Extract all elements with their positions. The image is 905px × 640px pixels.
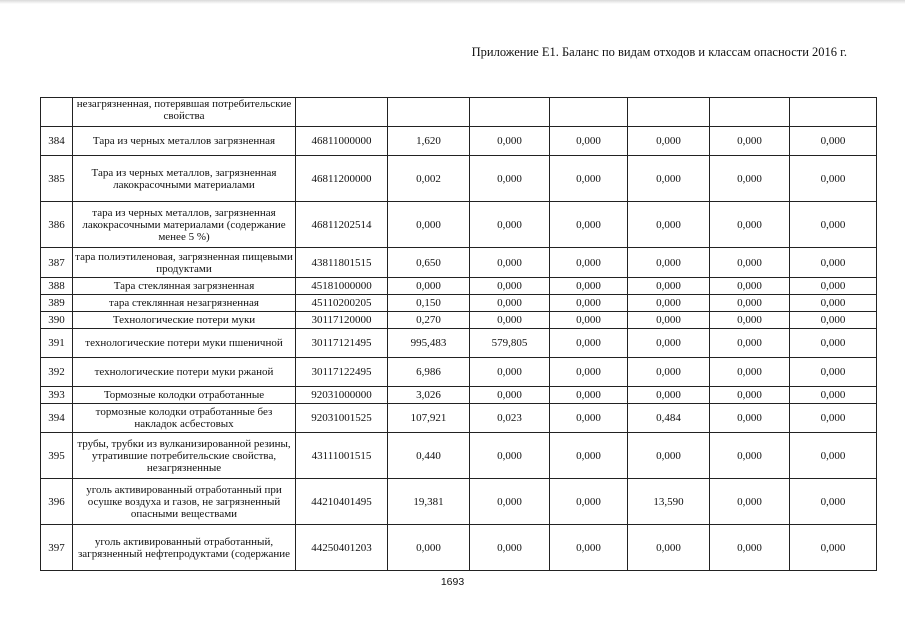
value-cell-3: 0,000 — [550, 525, 628, 571]
waste-name: уголь активированный отработанный, загрязненный нефтепродуктами (содержание — [73, 525, 296, 571]
fkko-code: 46811202514 — [296, 202, 388, 248]
table-row — [41, 98, 877, 127]
fkko-code: 92031001525 — [296, 404, 388, 433]
fkko-code: 30117122495 — [296, 358, 388, 387]
waste-balance-table — [40, 97, 877, 571]
waste-name: Тара стеклянная загрязненная — [73, 278, 296, 295]
value-cell-2: 0,000 — [470, 278, 550, 295]
value-cell-2: 0,000 — [470, 312, 550, 329]
value-cell-6: 0,000 — [790, 404, 877, 433]
row-number: 391 — [41, 329, 73, 358]
value-cell-5: 0,000 — [710, 358, 790, 387]
fkko-code: 46811200000 — [296, 156, 388, 202]
value-cell-3: 0,000 — [550, 404, 628, 433]
row-number: 387 — [41, 248, 73, 278]
row-number: 397 — [41, 525, 73, 571]
table-row — [41, 358, 877, 387]
waste-name: тормозные колодки отработанные без накладок асбестовых — [73, 404, 296, 433]
row-number: 390 — [41, 312, 73, 329]
table-row — [41, 278, 877, 295]
value-cell-1 — [388, 98, 470, 127]
value-cell-3: 0,000 — [550, 433, 628, 479]
value-cell-1: 0,440 — [388, 433, 470, 479]
value-cell-5: 0,000 — [710, 479, 790, 525]
fkko-code — [296, 98, 388, 127]
fkko-code: 44250401203 — [296, 525, 388, 571]
value-cell-6: 0,000 — [790, 312, 877, 329]
row-number: 386 — [41, 202, 73, 248]
value-cell-4: 0,000 — [628, 433, 710, 479]
value-cell-4: 0,000 — [628, 387, 710, 404]
value-cell-4: 13,590 — [628, 479, 710, 525]
value-cell-6: 0,000 — [790, 278, 877, 295]
value-cell-2: 0,000 — [470, 358, 550, 387]
waste-name: технологические потери муки пшеничной — [73, 329, 296, 358]
waste-name: Тара из черных металлов, загрязненная лакокрасочными материалами — [73, 156, 296, 202]
fkko-code: 44210401495 — [296, 479, 388, 525]
waste-name: Тормозные колодки отработанные — [73, 387, 296, 404]
table-row — [41, 295, 877, 312]
fkko-code: 30117120000 — [296, 312, 388, 329]
value-cell-5: 0,000 — [710, 433, 790, 479]
row-number: 384 — [41, 127, 73, 156]
value-cell-3: 0,000 — [550, 329, 628, 358]
row-number: 395 — [41, 433, 73, 479]
value-cell-1: 19,381 — [388, 479, 470, 525]
value-cell-1: 995,483 — [388, 329, 470, 358]
value-cell-6: 0,000 — [790, 156, 877, 202]
value-cell-4: 0,000 — [628, 295, 710, 312]
value-cell-4: 0,000 — [628, 156, 710, 202]
value-cell-4: 0,484 — [628, 404, 710, 433]
value-cell-5: 0,000 — [710, 127, 790, 156]
scan-edge — [0, 0, 905, 4]
value-cell-6: 0,000 — [790, 358, 877, 387]
value-cell-5: 0,000 — [710, 312, 790, 329]
value-cell-6: 0,000 — [790, 248, 877, 278]
value-cell-1: 0,000 — [388, 525, 470, 571]
table-body — [41, 98, 877, 571]
waste-name: уголь активированный отработанный при осушке воздуха и газов, не загрязненный опасными веществами — [73, 479, 296, 525]
row-number: 388 — [41, 278, 73, 295]
value-cell-5 — [710, 98, 790, 127]
value-cell-1: 0,150 — [388, 295, 470, 312]
fkko-code: 43811801515 — [296, 248, 388, 278]
value-cell-2: 0,000 — [470, 387, 550, 404]
value-cell-5: 0,000 — [710, 525, 790, 571]
table-row — [41, 404, 877, 433]
table-row — [41, 329, 877, 358]
value-cell-6: 0,000 — [790, 329, 877, 358]
fkko-code: 46811000000 — [296, 127, 388, 156]
waste-name: тара из черных металлов, загрязненная лакокрасочными материалами (содержание менее 5 %) — [73, 202, 296, 248]
table-row — [41, 387, 877, 404]
fkko-code: 45110200205 — [296, 295, 388, 312]
value-cell-3: 0,000 — [550, 248, 628, 278]
value-cell-3: 0,000 — [550, 387, 628, 404]
value-cell-1: 6,986 — [388, 358, 470, 387]
value-cell-6: 0,000 — [790, 433, 877, 479]
value-cell-2: 579,805 — [470, 329, 550, 358]
value-cell-2: 0,000 — [470, 295, 550, 312]
value-cell-2: 0,000 — [470, 433, 550, 479]
fkko-code: 43111001515 — [296, 433, 388, 479]
row-number: 385 — [41, 156, 73, 202]
waste-name: незагрязненная, потерявшая потребительские свойства — [73, 98, 296, 127]
table-row — [41, 433, 877, 479]
fkko-code: 92031000000 — [296, 387, 388, 404]
value-cell-5: 0,000 — [710, 387, 790, 404]
value-cell-2: 0,000 — [470, 479, 550, 525]
waste-name: технологические потери муки ржаной — [73, 358, 296, 387]
row-number — [41, 98, 73, 127]
value-cell-6: 0,000 — [790, 479, 877, 525]
value-cell-5: 0,000 — [710, 329, 790, 358]
waste-name: тара стеклянная незагрязненная — [73, 295, 296, 312]
value-cell-3: 0,000 — [550, 127, 628, 156]
value-cell-6: 0,000 — [790, 295, 877, 312]
row-number: 393 — [41, 387, 73, 404]
table-row — [41, 156, 877, 202]
value-cell-6: 0,000 — [790, 127, 877, 156]
value-cell-3: 0,000 — [550, 295, 628, 312]
value-cell-1: 1,620 — [388, 127, 470, 156]
value-cell-3: 0,000 — [550, 312, 628, 329]
value-cell-2 — [470, 98, 550, 127]
value-cell-1: 0,650 — [388, 248, 470, 278]
value-cell-1: 0,270 — [388, 312, 470, 329]
row-number: 396 — [41, 479, 73, 525]
row-number: 394 — [41, 404, 73, 433]
value-cell-1: 0,000 — [388, 202, 470, 248]
value-cell-3: 0,000 — [550, 202, 628, 248]
table-row — [41, 127, 877, 156]
table-row — [41, 525, 877, 571]
value-cell-1: 3,026 — [388, 387, 470, 404]
table-row — [41, 202, 877, 248]
value-cell-3: 0,000 — [550, 278, 628, 295]
value-cell-3: 0,000 — [550, 358, 628, 387]
fkko-code: 45181000000 — [296, 278, 388, 295]
row-number: 392 — [41, 358, 73, 387]
value-cell-5: 0,000 — [710, 202, 790, 248]
value-cell-4: 0,000 — [628, 358, 710, 387]
table-row — [41, 479, 877, 525]
value-cell-5: 0,000 — [710, 248, 790, 278]
value-cell-3: 0,000 — [550, 156, 628, 202]
value-cell-2: 0,023 — [470, 404, 550, 433]
value-cell-4: 0,000 — [628, 248, 710, 278]
value-cell-4: 0,000 — [628, 278, 710, 295]
row-number: 389 — [41, 295, 73, 312]
value-cell-5: 0,000 — [710, 404, 790, 433]
value-cell-4: 0,000 — [628, 127, 710, 156]
value-cell-1: 107,921 — [388, 404, 470, 433]
table-row — [41, 312, 877, 329]
fkko-code: 30117121495 — [296, 329, 388, 358]
value-cell-2: 0,000 — [470, 202, 550, 248]
waste-name: тара полиэтиленовая, загрязненная пищевыми продуктами — [73, 248, 296, 278]
value-cell-5: 0,000 — [710, 278, 790, 295]
value-cell-4: 0,000 — [628, 312, 710, 329]
value-cell-2: 0,000 — [470, 156, 550, 202]
value-cell-1: 0,002 — [388, 156, 470, 202]
value-cell-6: 0,000 — [790, 387, 877, 404]
value-cell-2: 0,000 — [470, 248, 550, 278]
page-number: 1693 — [440, 576, 465, 588]
value-cell-6: 0,000 — [790, 525, 877, 571]
value-cell-3: 0,000 — [550, 479, 628, 525]
value-cell-5: 0,000 — [710, 295, 790, 312]
value-cell-4: 0,000 — [628, 525, 710, 571]
waste-name: Тара из черных металлов загрязненная — [73, 127, 296, 156]
value-cell-4: 0,000 — [628, 202, 710, 248]
value-cell-1: 0,000 — [388, 278, 470, 295]
value-cell-4 — [628, 98, 710, 127]
value-cell-2: 0,000 — [470, 525, 550, 571]
waste-name: Технологические потери муки — [73, 312, 296, 329]
value-cell-6: 0,000 — [790, 202, 877, 248]
waste-name: трубы, трубки из вулканизированной резины, утратившие потребительские свойства, незагрязненные — [73, 433, 296, 479]
page-header: Приложение Е1. Баланс по видам отходов и классам опасности 2016 г. — [471, 45, 847, 59]
value-cell-4: 0,000 — [628, 329, 710, 358]
value-cell-2: 0,000 — [470, 127, 550, 156]
value-cell-5: 0,000 — [710, 156, 790, 202]
value-cell-3 — [550, 98, 628, 127]
value-cell-6 — [790, 98, 877, 127]
table-row — [41, 248, 877, 278]
